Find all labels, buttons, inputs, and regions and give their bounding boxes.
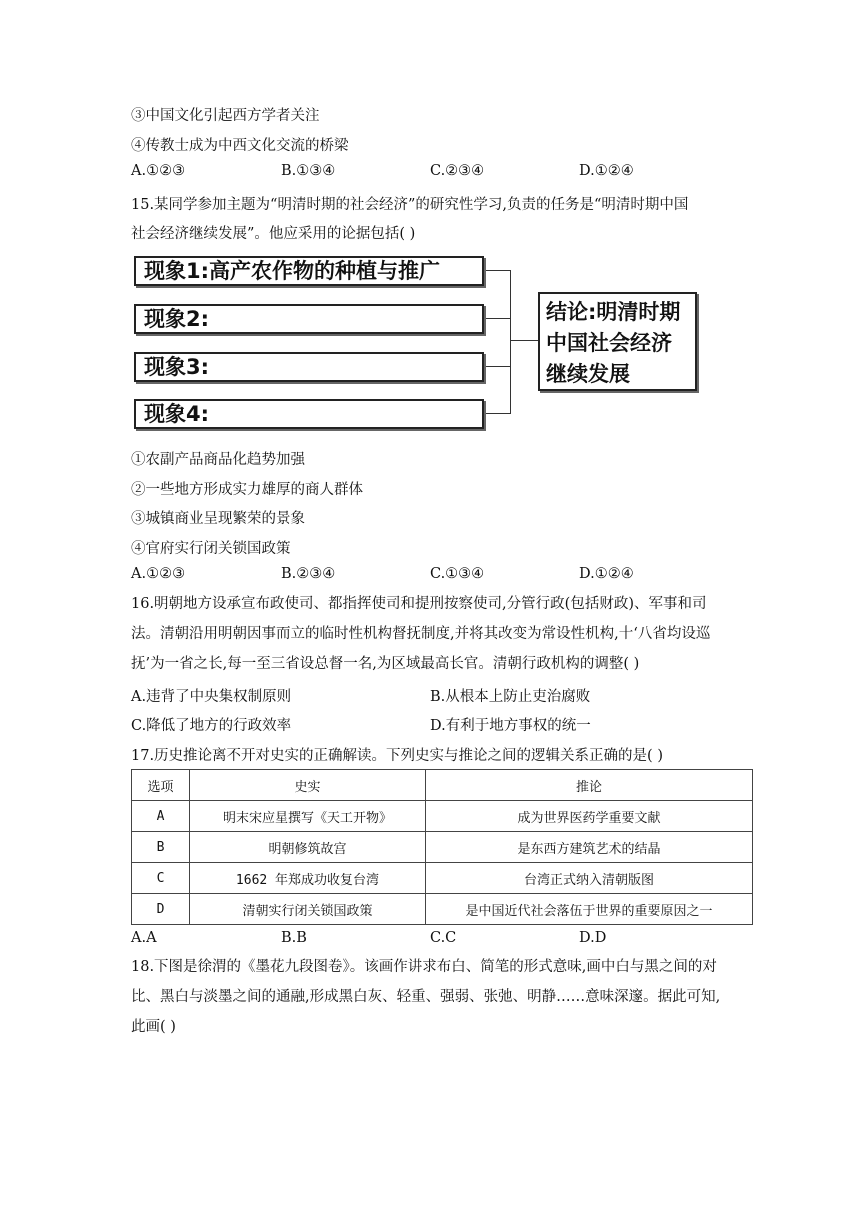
- q17-table: [131, 769, 753, 925]
- table-cell: 是中国近代社会落伍于世界的重要原因之一: [426, 894, 753, 925]
- connector: [486, 270, 510, 271]
- table-row: [132, 894, 753, 925]
- q16-option-a: A.违背了中央集权制原则: [131, 689, 292, 705]
- q16-stem: 16.明朝地方设承宣布政使司、都指挥使司和提刑按察使司,分管行政(包括财政)、军事和司法。清朝沿用明朝因事而立的临时性机构督抚制度,并将其改变为常设性机构,十‘八省均设巡抚’为一省之长,每一至三省设总督一名,为区域最高长官。清朝行政机构的调整( ): [131, 596, 711, 672]
- q14-option-d: D.①②④: [579, 163, 634, 179]
- conclusion-line: 继续发展: [546, 362, 630, 386]
- q17-option-d: D.D: [579, 930, 607, 946]
- q15-stem-line1: 15.某同学参加主题为“明清时期的社会经济”的研究性学习,负责的任务是“明清时期中国: [131, 197, 689, 213]
- q15-item-4: ④官府实行闭关锁国政策: [131, 541, 291, 557]
- table-header: 推论: [426, 770, 753, 801]
- q15-option-b: B.②③④: [281, 566, 336, 582]
- phenomenon-3-box: 现象3:: [134, 352, 484, 382]
- q18-stem: 18.下图是徐渭的《墨花九段图卷》。该画作讲求布白、简笔的形式意味,画中白与黑之间的对比、黑白与淡墨之间的通融,形成黑白灰、轻重、强弱、张弛、明静……意味深邃。据此可知,此画( ): [131, 959, 721, 1035]
- phenomenon-1-box: 现象1:高产农作物的种植与推广: [134, 256, 484, 286]
- q15-option-a: A.①②③: [131, 566, 186, 582]
- q16-option-d: D.有利于地方事权的统一: [430, 718, 591, 734]
- table-cell: A: [132, 801, 190, 832]
- connector: [510, 340, 538, 341]
- table-header: 史实: [190, 770, 426, 801]
- q14-option-a: A.①②③: [131, 163, 186, 179]
- q17-option-b: B.B: [281, 930, 307, 946]
- table-cell: 是东西方建筑艺术的结晶: [426, 832, 753, 863]
- q15-item-3: ③城镇商业呈现繁荣的景象: [131, 511, 305, 527]
- table-cell: 成为世界医药学重要文献: [426, 801, 753, 832]
- q14-option-c: C.②③④: [430, 163, 485, 179]
- conclusion-line: 结论:明清时期: [546, 300, 681, 324]
- q15-item-1: ①农副产品商品化趋势加强: [131, 452, 305, 468]
- table-header-row: [132, 770, 753, 801]
- table-row: [132, 863, 753, 894]
- q14-item-4: ④传教士成为中西文化交流的桥梁: [131, 138, 349, 154]
- q15-stem-line2: 社会经济继续发展”。他应采用的论据包括( ): [131, 226, 416, 242]
- connector: [486, 413, 510, 414]
- table-header: 选项: [132, 770, 190, 801]
- phenomenon-4-box: 现象4:: [134, 399, 484, 429]
- table-cell: 清朝实行闭关锁国政策: [190, 894, 426, 925]
- table-row: [132, 832, 753, 863]
- connector: [486, 318, 510, 319]
- table-cell: 台湾正式纳入清朝版图: [426, 863, 753, 894]
- connector-bracket: [510, 270, 511, 414]
- q15-option-c: C.①③④: [430, 566, 485, 582]
- table-cell: 1662 年郑成功收复台湾: [190, 863, 426, 894]
- table-cell: D: [132, 894, 190, 925]
- conclusion-line: 中国社会经济: [546, 331, 672, 355]
- table-cell: B: [132, 832, 190, 863]
- phenomenon-2-box: 现象2:: [134, 304, 484, 334]
- q16-option-c: C.降低了地方的行政效率: [131, 718, 292, 734]
- connector: [486, 366, 510, 367]
- q15-item-2: ②一些地方形成实力雄厚的商人群体: [131, 482, 363, 498]
- q14-item-3: ③中国文化引起西方学者关注: [131, 108, 320, 124]
- table-cell: 明末宋应星撰写《天工开物》: [190, 801, 426, 832]
- table-cell: C: [132, 863, 190, 894]
- table-row: [132, 801, 753, 832]
- conclusion-box: [538, 292, 697, 391]
- q14-option-b: B.①③④: [281, 163, 336, 179]
- q17-stem: 17.历史推论离不开对史实的正确解读。下列史实与推论之间的逻辑关系正确的是( ): [131, 748, 663, 764]
- q17-option-c: C.C: [430, 930, 457, 946]
- table-cell: 明朝修筑故宫: [190, 832, 426, 863]
- q17-option-a: A.A: [131, 930, 157, 946]
- q15-option-d: D.①②④: [579, 566, 634, 582]
- q16-option-b: B.从根本上防止吏治腐败: [430, 689, 591, 705]
